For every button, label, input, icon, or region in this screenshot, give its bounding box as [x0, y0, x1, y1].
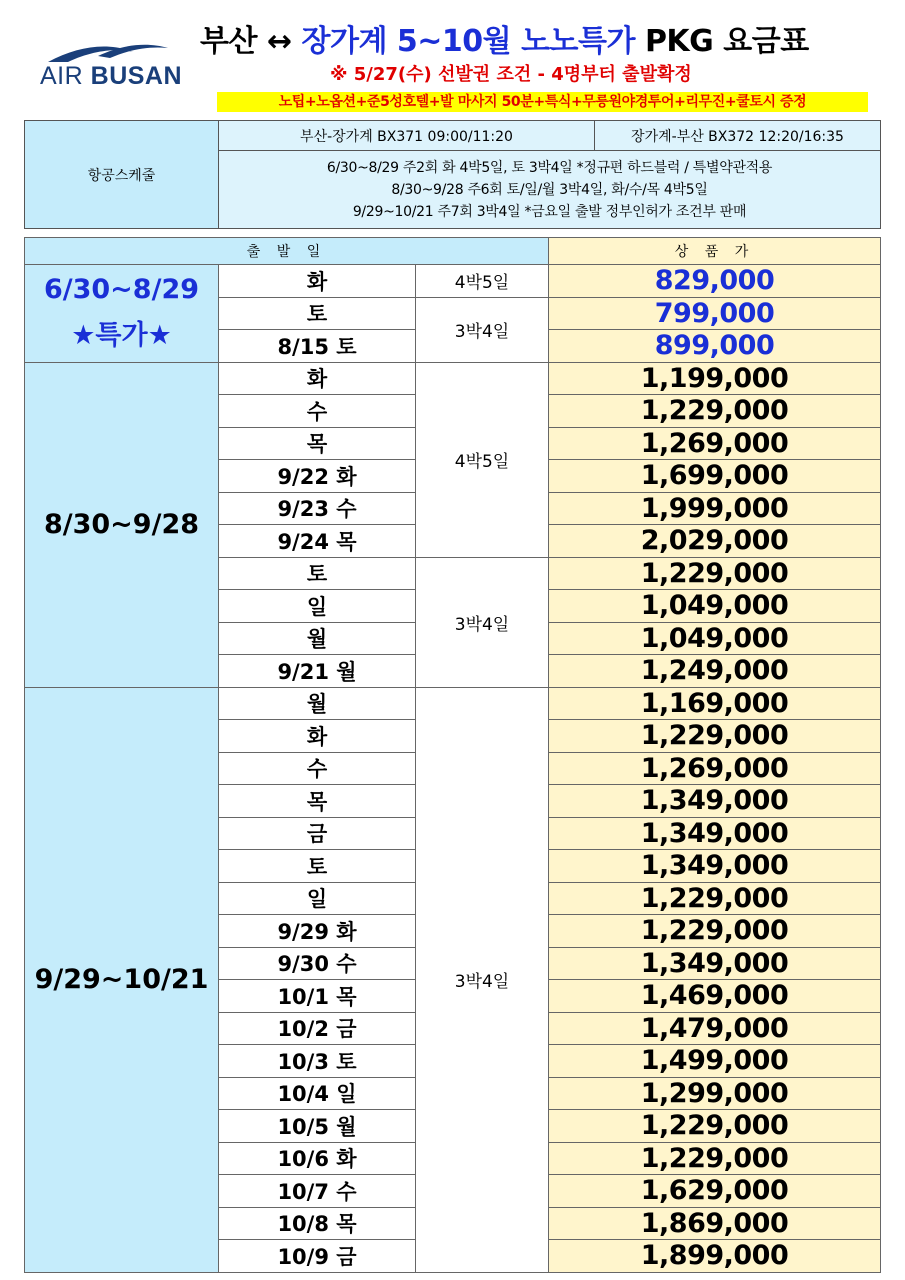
group-range-2: 8/30~9/28 — [25, 362, 219, 687]
price-value: 1,049,000 — [549, 622, 881, 655]
departure-day: 10/1 목 — [219, 980, 416, 1013]
departure-day: 목 — [219, 785, 416, 818]
table-row — [25, 265, 881, 298]
table-row — [25, 362, 881, 395]
schedule-note-1: 6/30~8/29 주2회 화 4박5일, 토 3박4일 *정규편 하드블럭 / 특별약관적용 — [326, 159, 773, 176]
price-value: 1,479,000 — [549, 1012, 881, 1045]
departure-day: 화 — [219, 362, 416, 395]
duration: 4박5일 — [416, 265, 549, 298]
departure-day: 9/22 화 — [219, 460, 416, 493]
price-value: 1,269,000 — [549, 427, 881, 460]
departure-day: 금 — [219, 817, 416, 850]
schedule-notes — [219, 151, 881, 229]
group-range-label: 6/30~8/29 — [43, 274, 200, 306]
price-value: 1,229,000 — [549, 1142, 881, 1175]
departure-day: 10/9 금 — [219, 1240, 416, 1273]
price-value: 1,249,000 — [549, 655, 881, 688]
price-value: 1,229,000 — [549, 1110, 881, 1143]
schedule-note-2: 8/30~9/28 주6회 토/일/월 3박4일, 화/수/목 4박5일 — [391, 181, 708, 198]
price-value: 1,229,000 — [549, 915, 881, 948]
departure-day: 토 — [219, 557, 416, 590]
price-value: 1,229,000 — [549, 395, 881, 428]
duration: 4박5일 — [416, 362, 549, 557]
departure-day: 화 — [219, 265, 416, 298]
duration: 3박4일 — [416, 687, 549, 1272]
price-value: 1,199,000 — [549, 362, 881, 395]
price-value: 829,000 — [549, 265, 881, 298]
group-range-3: 9/29~10/21 — [25, 687, 219, 1272]
logo-wordmark: AIR BUSAN — [40, 62, 183, 90]
price-value: 1,349,000 — [549, 817, 881, 850]
outbound-flight: 부산-장가계 BX371 09:00/11:20 — [219, 121, 595, 151]
departure-day: 9/30 수 — [219, 947, 416, 980]
price-value: 1,499,000 — [549, 1045, 881, 1078]
price-value: 1,299,000 — [549, 1077, 881, 1110]
price-value: 1,469,000 — [549, 980, 881, 1013]
price-value: 1,629,000 — [549, 1175, 881, 1208]
departure-day: 화 — [219, 720, 416, 753]
flight-schedule-table — [24, 120, 881, 229]
price-value: 1,899,000 — [549, 1240, 881, 1273]
header-price: 상 품 가 — [549, 238, 881, 265]
departure-day: 9/23 수 — [219, 492, 416, 525]
price-value: 799,000 — [549, 297, 881, 330]
price-value: 899,000 — [549, 330, 881, 363]
departure-day: 목 — [219, 427, 416, 460]
price-value: 2,029,000 — [549, 525, 881, 558]
header-departure: 출 발 일 — [25, 238, 549, 265]
inclusions-banner: 노팁+노옵션+준5성호텔+발 마사지 50분+특식+무릉원야경투어+리무진+쿨토시 증정 — [217, 92, 868, 112]
price-value: 1,349,000 — [549, 785, 881, 818]
price-value: 1,229,000 — [549, 557, 881, 590]
price-value: 1,269,000 — [549, 752, 881, 785]
subtitle-condition: ※ 5/27(수) 선발권 조건 - 4명부터 출발확정 — [330, 64, 692, 85]
duration: 3박4일 — [416, 297, 549, 362]
price-value: 1,049,000 — [549, 590, 881, 623]
schedule-note-3: 9/29~10/21 주7회 3박4일 *금요일 출발 정부인허가 조건부 판매 — [352, 203, 747, 220]
price-value: 1,229,000 — [549, 882, 881, 915]
departure-day: 수 — [219, 395, 416, 428]
departure-day: 일 — [219, 882, 416, 915]
table-row — [25, 687, 881, 720]
departure-day: 9/29 화 — [219, 915, 416, 948]
group-range-1 — [25, 265, 219, 363]
price-value: 1,229,000 — [549, 720, 881, 753]
departure-day: 9/24 목 — [219, 525, 416, 558]
departure-day: 10/3 토 — [219, 1045, 416, 1078]
departure-day: 10/4 일 — [219, 1077, 416, 1110]
departure-day: 토 — [219, 850, 416, 883]
special-tag: ★특가★ — [71, 320, 172, 352]
inbound-flight: 장가계-부산 BX372 12:20/16:35 — [595, 121, 881, 151]
price-value: 1,349,000 — [549, 850, 881, 883]
price-value: 1,349,000 — [549, 947, 881, 980]
price-value: 1,999,000 — [549, 492, 881, 525]
departure-day: 월 — [219, 622, 416, 655]
departure-day: 10/7 수 — [219, 1175, 416, 1208]
departure-day: 일 — [219, 590, 416, 623]
departure-day: 토 — [219, 297, 416, 330]
price-value: 1,699,000 — [549, 460, 881, 493]
page-title: 부산 ↔ 장가계 5~10월 노노특가 PKG 요금표 — [200, 24, 809, 59]
departure-day: 월 — [219, 687, 416, 720]
air-busan-logo — [38, 38, 198, 98]
price-value: 1,869,000 — [549, 1207, 881, 1240]
departure-day: 9/21 월 — [219, 655, 416, 688]
departure-day: 10/2 금 — [219, 1012, 416, 1045]
price-table — [24, 237, 881, 1273]
departure-day: 수 — [219, 752, 416, 785]
departure-day: 8/15 토 — [219, 330, 416, 363]
departure-day: 10/5 월 — [219, 1110, 416, 1143]
price-value: 1,169,000 — [549, 687, 881, 720]
duration: 3박4일 — [416, 557, 549, 687]
departure-day: 10/6 화 — [219, 1142, 416, 1175]
departure-day: 10/8 목 — [219, 1207, 416, 1240]
schedule-label: 항공스케줄 — [25, 121, 219, 229]
